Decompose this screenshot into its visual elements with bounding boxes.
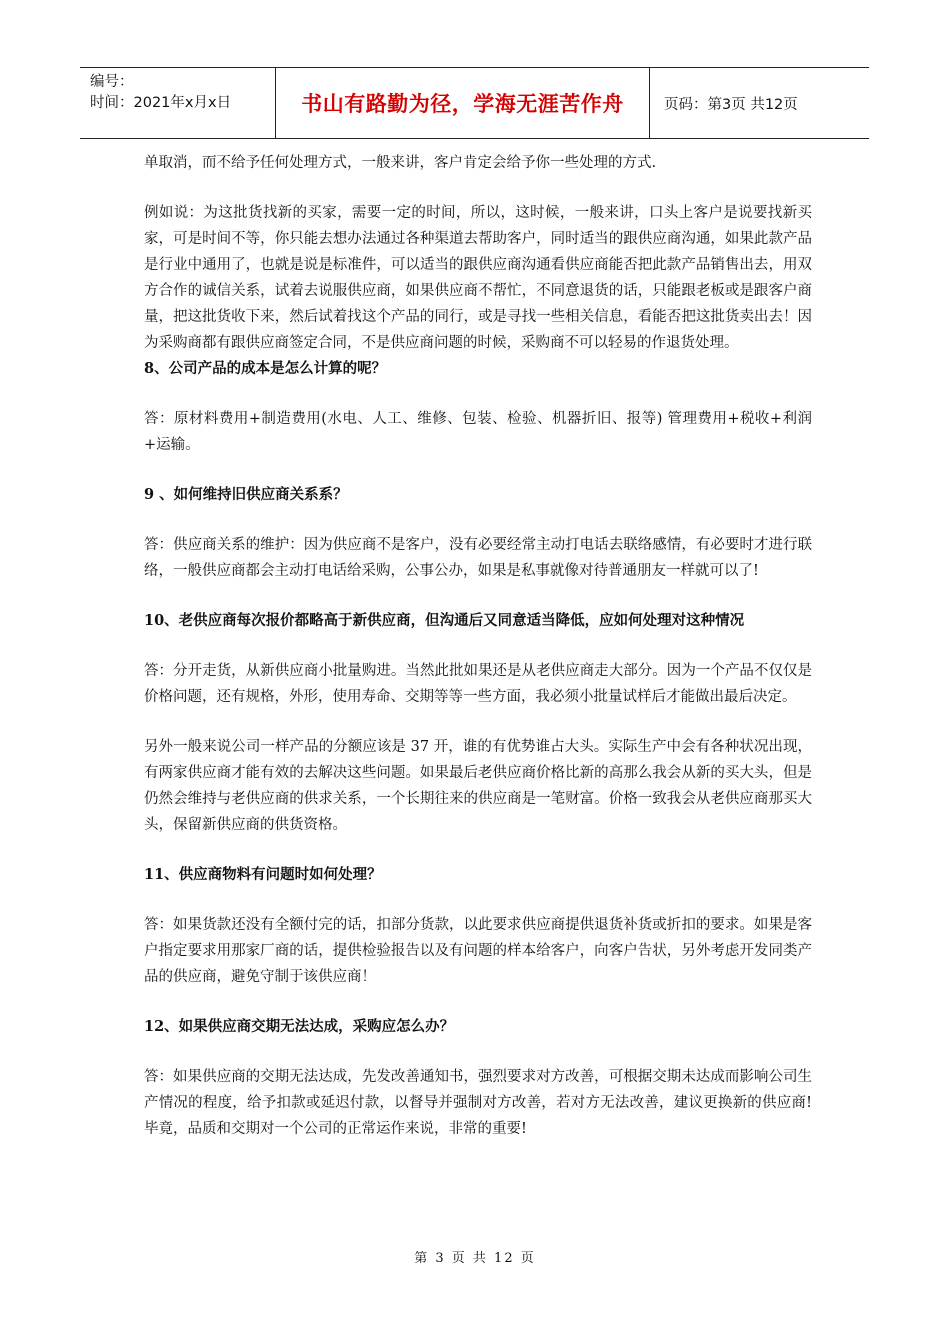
question-heading: 10、老供应商每次报价都略高于新供应商，但沟通后又同意适当降低，应如何处理对这种情况 — [144, 612, 745, 629]
question-heading: 8、公司产品的成本是怎么计算的呢？ — [144, 360, 387, 377]
body-paragraph: 答：分开走货，从新供应商小批量购进。当然此批如果还是从老供应商走大部分。因为一个产品不仅仅是价格问题，还有规格，外形，使用寿命、交期等等一些方面，我必须小批量试样后才能做出最后决定。 — [144, 663, 812, 705]
header-page-info — [650, 68, 869, 138]
paragraph-gap — [144, 888, 812, 912]
header-meta — [80, 68, 275, 138]
body-paragraph: 答：如果货款还没有全额付完的话，扣部分货款，以此要求供应商提供退货补货或折扣的要求。如果是客户指定要求用那家厂商的话，提供检验报告以及有问题的样本给客户，向客户告状，另外考虑开发同类产品的供应商，避免守制于该供应商！ — [144, 917, 812, 985]
paragraph-gap — [144, 508, 812, 532]
body-paragraph: 答：原材料费用+制造费用(水电、人工、维修、包装、检验、机器折旧、报等) 管理费用+税收+利润+运输。 — [144, 411, 812, 453]
paragraph-gap — [144, 584, 812, 608]
page-info: 页码：第3页 共12页 — [664, 96, 798, 113]
paragraph-gap — [144, 458, 812, 482]
body-paragraph: 答：供应商关系的维护：因为供应商不是客户，没有必要经常主动打电话去联络感情，有必要时才进行联络，一般供应商都会主动打电话给采购，公事公办，如果是私事就像对待普通朋友一样就可以了! — [144, 537, 812, 579]
serial-label: 编号： — [90, 74, 134, 90]
paragraph-gap — [144, 176, 812, 200]
paragraph-gap — [144, 634, 812, 658]
document-body — [144, 150, 812, 1142]
page-header — [80, 67, 869, 139]
body-paragraph: 例如说：为这批货找新的买家，需要一定的时间，所以，这时候，一般来讲，口头上客户是说要找新买家，可是时间不等，你只能去想办法通过各种渠道去帮助客户，同时适当的跟供应商沟通，如果此款产品是行业中通用了，也就是说是标准件，可以适当的跟供应商沟通看供应商能否把此款产品销售出去，用双方合作的诚信关系，试着去说服供应商，如果供应商不帮忙，不同意退货的话，只能跟老板或是跟客户商量，把这批货收下来，然后试着找这个产品的同行，或是寻找一些相关信息，看能否把这批货卖出去！因为采购商都有跟供应商签定合同，不是供应商问题的时候，采购商不可以轻易的作退货处理。 — [144, 205, 812, 351]
paragraph-gap — [144, 382, 812, 406]
body-paragraph: 单取消，而不给予任何处理方式，一般来讲，客户肯定会给予你一些处理的方式. — [144, 155, 657, 171]
question-heading: 12、如果供应商交期无法达成，采购应怎么办？ — [144, 1018, 455, 1035]
question-heading: 9 、如何维持旧供应商关系系？ — [144, 486, 348, 503]
question-heading: 11、供应商物料有问题时如何处理？ — [144, 866, 382, 883]
header-motto-cell — [275, 68, 650, 138]
paragraph-gap — [144, 710, 812, 734]
body-paragraph: 另外一般来说公司一样产品的分额应该是 37 开，谁的有优势谁占大头。实际生产中会有各种状况出现，有两家供应商才能有效的去解决这些问题。如果最后老供应商价格比新的高那么我会从新的买大头，但是仍然会维持与老供应商的供求关系，一个长期往来的供应商是一笔财富。价格一致我会从老供应商那买大头，保留新供应商的供货资格。 — [144, 739, 812, 833]
page-footer: 第 3 页 共 12 页 — [414, 1251, 536, 1266]
body-paragraph: 答：如果供应商的交期无法达成，先发改善通知书，强烈要求对方改善，可根据交期未达成而影响公司生产情况的程度，给予扣款或延迟付款，以督导并强制对方改善，若对方无法改善，建议更换新的供应商!毕竟，品质和交期对一个公司的正常运作来说，非常的重要! — [144, 1069, 812, 1137]
paragraph-gap — [144, 1040, 812, 1064]
motto: 书山有路勤为径，学海无涯苦作舟 — [301, 92, 624, 116]
paragraph-gap — [144, 838, 812, 862]
date-line: 时间：2021年x月x日 — [90, 95, 232, 111]
paragraph-gap — [144, 990, 812, 1014]
